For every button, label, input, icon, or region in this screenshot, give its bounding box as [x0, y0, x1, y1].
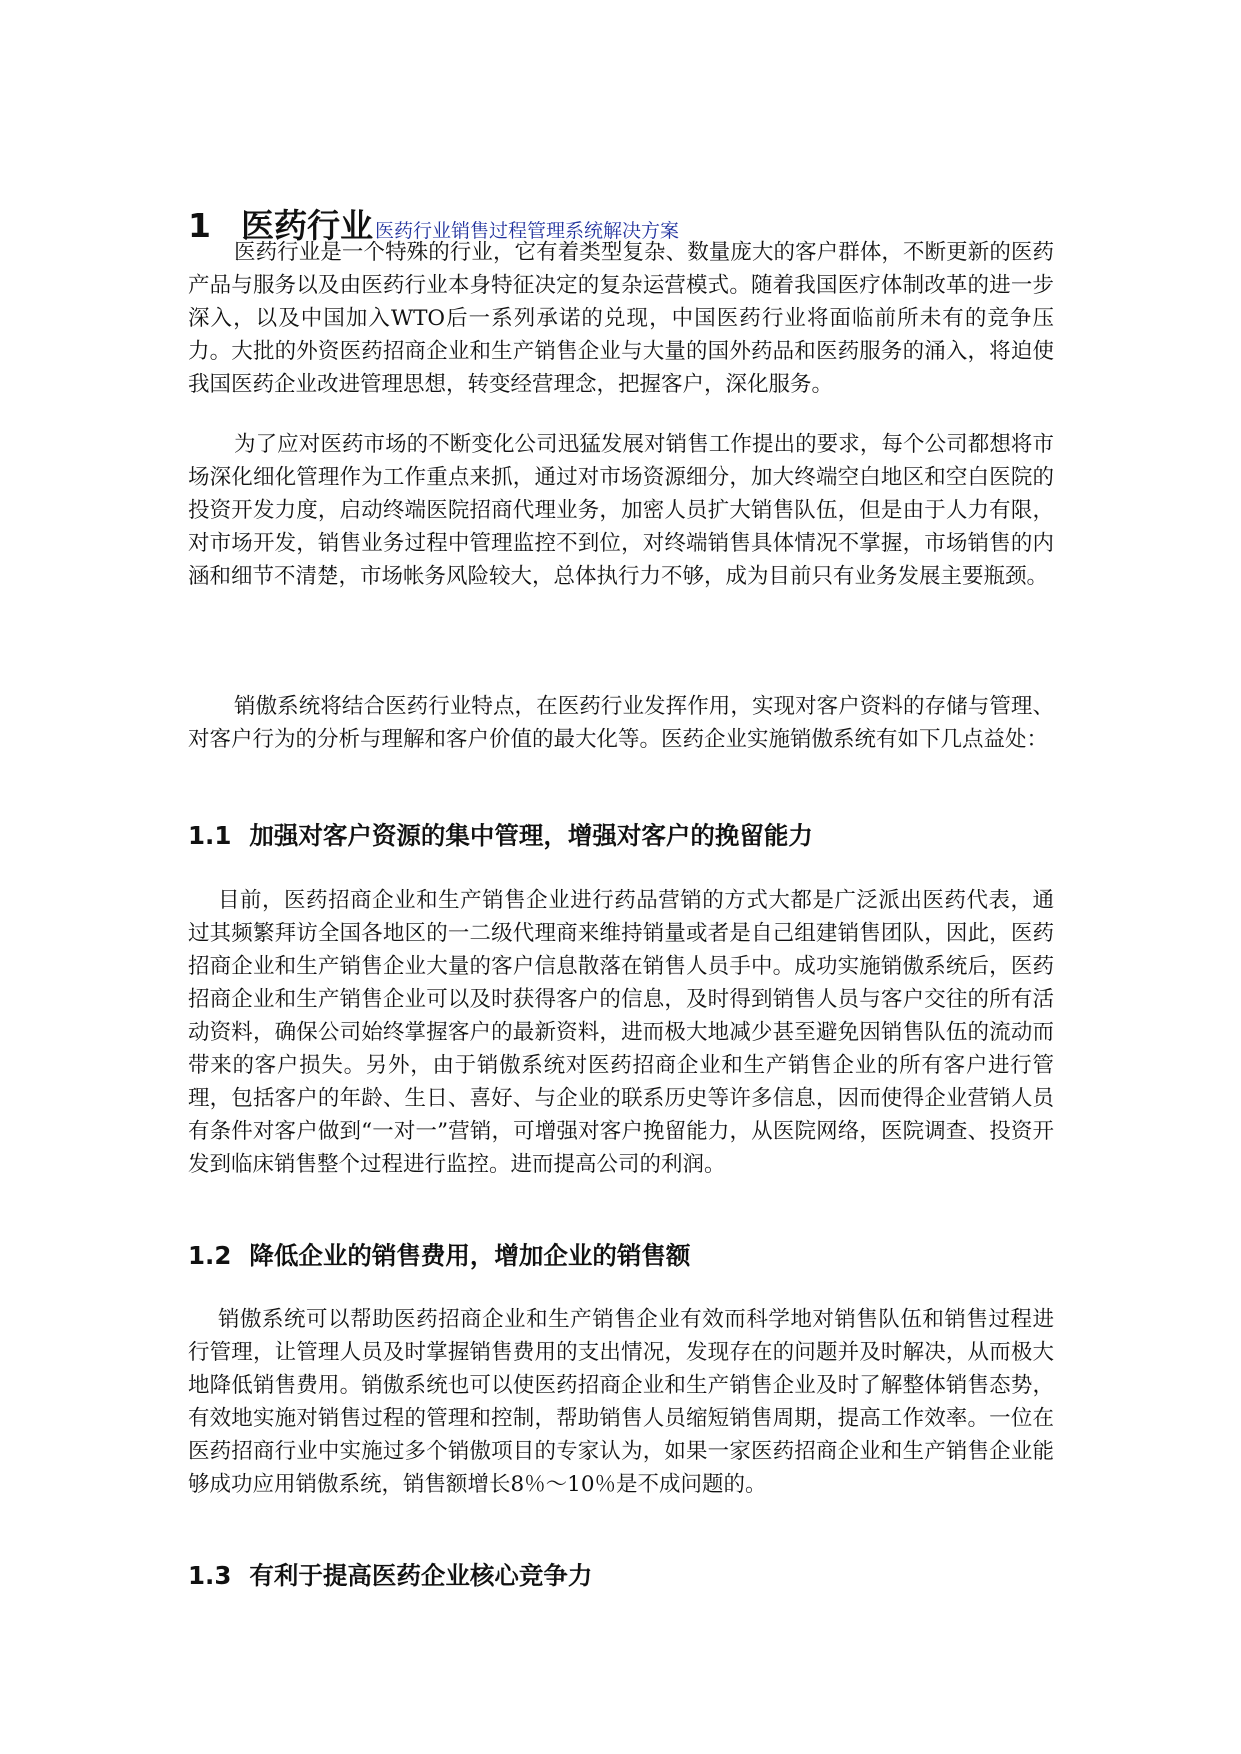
section-number: 1.3 [188, 1561, 232, 1590]
section-title: 加强对客户资源的集中管理，增强对客户的挽留能力 [249, 821, 813, 850]
section-title: 降低企业的销售费用，增加企业的销售额 [249, 1241, 691, 1270]
section-heading-1-3 [188, 1556, 592, 1596]
intro-paragraph-1: 医药行业是一个特殊的行业，它有着类型复杂、数量庞大的客户群体，不断更新的医药产品与服务以及由医药行业本身特征决定的复杂运营模式。随着我国医疗体制改革的进一步深入，以及中国加入WTO后一系列承诺的兑现，中国医药行业将面临前所未有的竞争压力。大批的外资医药招商企业和生产销售企业与大量的国外药品和医药服务的涌入，将迫使我国医药企业改进管理思想，转变经营理念，把握客户，深化服务。 [188, 240, 1054, 397]
section-title: 有利于提高医药企业核心竞争力 [249, 1561, 593, 1590]
chapter-number: 1 [188, 206, 211, 245]
intro-paragraph-2: 为了应对医药市场的不断变化公司迅猛发展对销售工作提出的要求，每个公司都想将市场深化细化管理作为工作重点来抓，通过对市场资源细分，加大终端空白地区和空白医院的投资开发力度，启动终端医院招商代理业务，加密人员扩大销售队伍，但是由于人力有限，对市场开发，销售业务过程中管理监控不到位，对终端销售具体情况不掌握，市场销售的内涵和细节不清楚，市场帐务风险较大，总体执行力不够，成为目前只有业务发展主要瓶颈。 [188, 432, 1054, 589]
section-heading-1-2 [188, 1236, 690, 1276]
section-paragraph-1-2: 销傲系统可以帮助医药招商企业和生产销售企业有效而科学地对销售队伍和销售过程进行管理，让管理人员及时掌握销售费用的支出情况，发现存在的问题并及时解决，从而极大地降低销售费用。销傲系统也可以使医药招商企业和生产销售企业及时了解整体销售态势，有效地实施对销售过程的管理和控制，帮助销售人员缩短销售周期，提高工作效率。一位在医药招商行业中实施过多个销傲项目的专家认为，如果一家医药招商企业和生产销售企业能够成功应用销傲系统，销售额增长8％～10％是不成问题的。 [188, 1307, 1054, 1497]
chapter-subtitle-link[interactable]: 医药行业销售过程管理系统解决方案 [374, 220, 679, 242]
chapter-title: 医药行业 [240, 206, 373, 245]
document-page [188, 0, 1054, 1754]
section-number: 1.1 [188, 821, 232, 850]
section-number: 1.2 [188, 1241, 232, 1270]
section-heading-1-1 [188, 816, 813, 856]
intro-paragraph-3: 销傲系统将结合医药行业特点，在医药行业发挥作用，实现对客户资料的存储与管理、对客户行为的分析与理解和客户价值的最大化等。医药企业实施销傲系统有如下几点益处： [188, 694, 1054, 752]
section-paragraph-1-1: 目前，医药招商企业和生产销售企业进行药品营销的方式大都是广泛派出医药代表，通过其频繁拜访全国各地区的一二级代理商来维持销量或者是自己组建销售团队，因此，医药招商企业和生产销售企业大量的客户信息散落在销售人员手中。成功实施销傲系统后，医药招商企业和生产销售企业可以及时获得客户的信息，及时得到销售人员与客户交往的所有活动资料，确保公司始终掌握客户的最新资料，进而极大地减少甚至避免因销售队伍的流动而带来的客户损失。另外，由于销傲系统对医药招商企业和生产销售企业的所有客户进行管理，包括客户的年龄、生日、喜好、与企业的联系历史等许多信息，因而使得企业营销人员有条件对客户做到“一对一”营销，可增强对客户挽留能力，从医院网络，医院调查、投资开发到临床销售整个过程进行监控。进而提高公司的利润。 [188, 888, 1054, 1177]
